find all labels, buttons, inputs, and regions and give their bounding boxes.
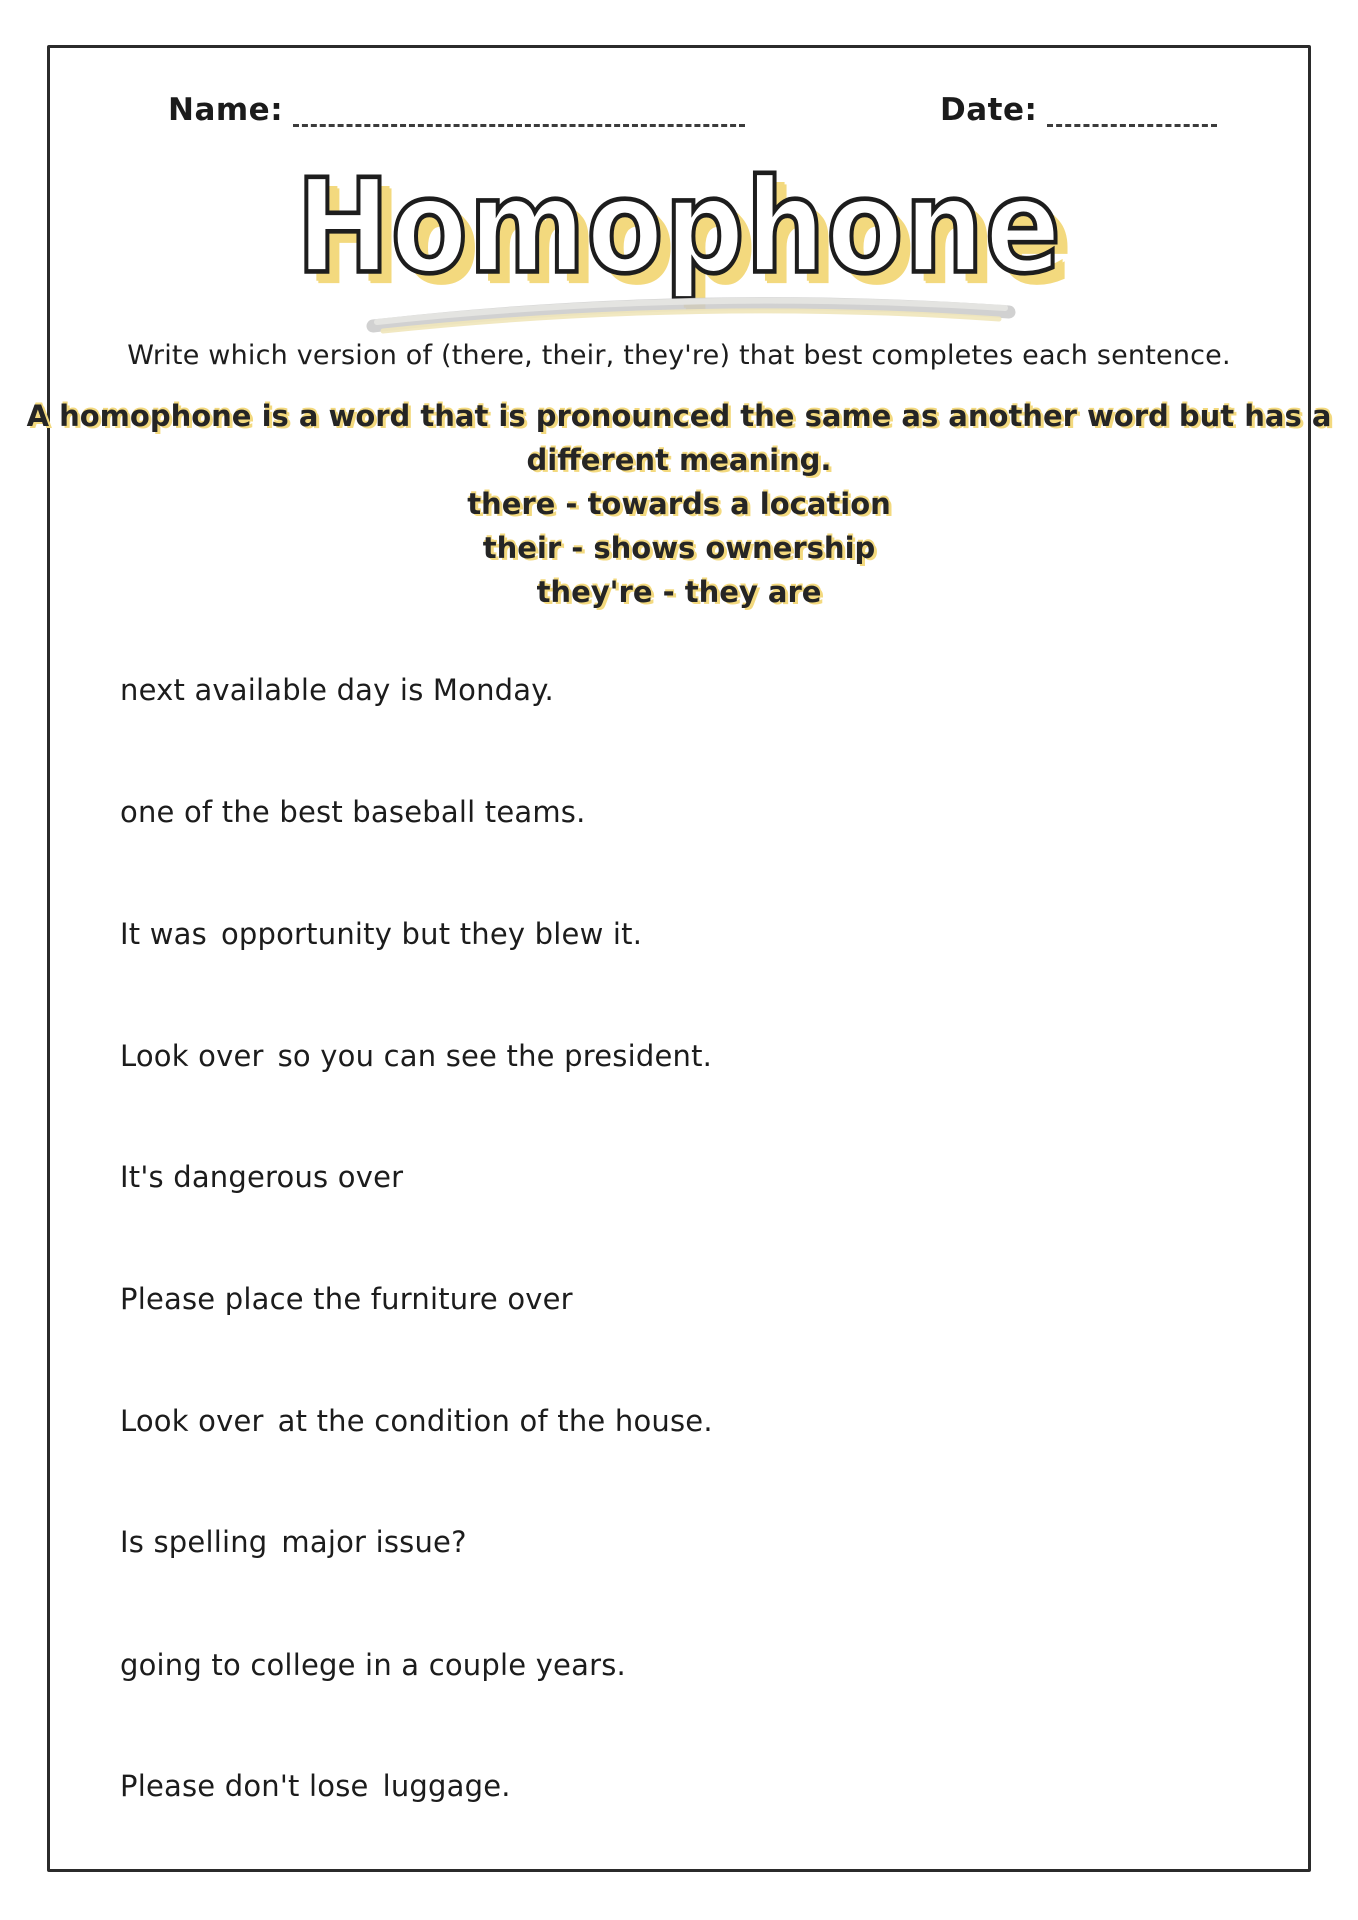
definition-line: A homophone is a word that is pronounced the same as another word but has a (26, 399, 1332, 433)
sentence-row-8 (120, 1503, 467, 1581)
sentence-before: Please place the furniture over (120, 1282, 573, 1316)
sentence-row-1 (120, 651, 554, 729)
sentence-before: Is spelling (120, 1525, 268, 1559)
sentence-row-5 (120, 1138, 403, 1216)
date-field-group (940, 92, 1217, 129)
sentence-after: so you can see the president. (277, 1039, 713, 1073)
sentence-before: Look over (120, 1404, 264, 1438)
sentence-before: Look over (120, 1039, 264, 1073)
name-label: Name: (168, 92, 284, 128)
sentence-row-10 (120, 1747, 511, 1825)
name-input-line[interactable] (293, 97, 745, 127)
sentence-after: going to college in a couple years. (120, 1648, 626, 1682)
date-label: Date: (940, 92, 1038, 128)
sentence-row-9 (120, 1626, 626, 1704)
sentence-after: major issue? (281, 1525, 467, 1559)
definition-theyre: they're - they are (536, 575, 822, 609)
sentence-row-4 (120, 1017, 712, 1095)
sentence-after: one of the best baseball teams. (120, 795, 586, 829)
sentence-before: It was (120, 917, 207, 951)
underline-swoosh-graphic (361, 286, 1021, 336)
definition-their: their - shows ownership (482, 531, 876, 565)
sentence-before: Please don't lose (120, 1769, 369, 1803)
definition-line: different meaning. (526, 443, 832, 477)
sentence-after: luggage. (382, 1769, 511, 1803)
sentence-row-6 (120, 1260, 573, 1338)
date-input-line[interactable] (1047, 97, 1217, 127)
instruction-text: Write which version of (there, their, they're) that best completes each sentence. (127, 340, 1231, 371)
sentence-after: next available day is Monday. (120, 673, 554, 707)
definition-there: there - towards a location (467, 487, 891, 521)
sentence-after: at the condition of the house. (277, 1404, 713, 1438)
sentence-row-2 (120, 773, 586, 851)
sentence-row-3 (120, 895, 642, 973)
sentence-after: opportunity but they blew it. (220, 917, 643, 951)
sentence-row-7 (120, 1382, 713, 1460)
name-field-group (168, 92, 745, 129)
definition-block (0, 394, 1358, 614)
page-title: Homophone (296, 152, 1062, 303)
sentence-before: It's dangerous over (120, 1160, 404, 1194)
